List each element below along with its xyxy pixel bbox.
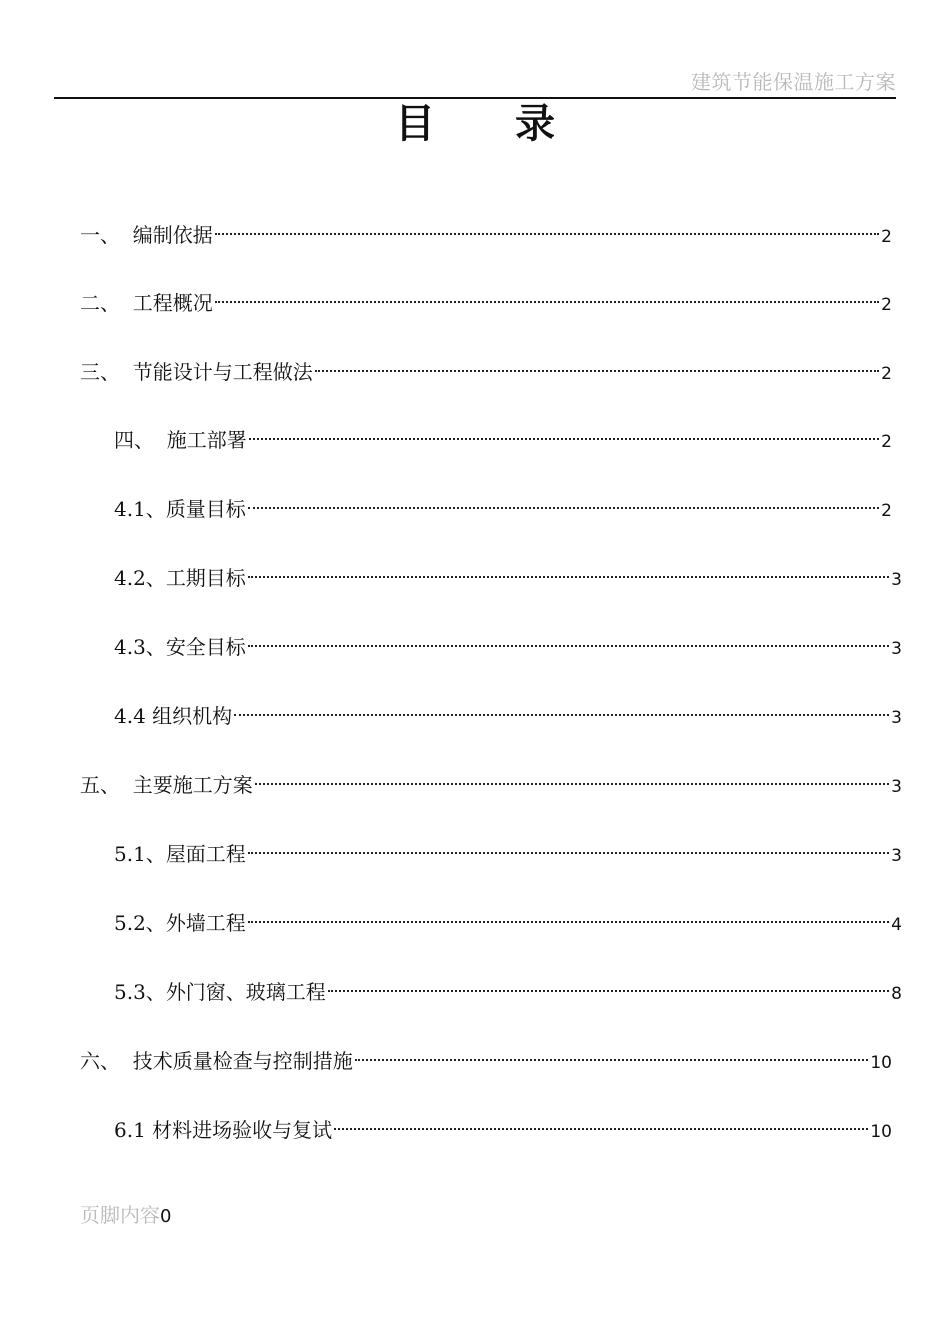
toc-entry[interactable] <box>80 357 892 387</box>
toc-leader <box>249 438 879 440</box>
toc-label: 主要施工方案 <box>132 773 253 797</box>
toc-page: 2 <box>881 364 892 384</box>
toc-leader <box>334 1128 868 1130</box>
toc-entry[interactable] <box>114 632 902 662</box>
toc-leader <box>215 233 879 235</box>
toc-entry[interactable] <box>114 494 892 524</box>
toc-number: 4.4 <box>114 704 153 728</box>
toc-entry[interactable] <box>114 977 902 1007</box>
toc-label: 工程概况 <box>132 291 213 315</box>
footer-page-number: 0 <box>160 1206 172 1227</box>
page-title <box>0 92 950 149</box>
toc-entry[interactable] <box>114 425 892 455</box>
toc-label: 节能设计与工程做法 <box>132 360 313 384</box>
toc-leader <box>248 507 879 509</box>
toc-number: 6.1 <box>114 1118 153 1142</box>
toc-label: 屋面工程 <box>165 842 246 866</box>
toc-page: 3 <box>891 846 902 866</box>
toc-number: 5.1、 <box>114 842 166 866</box>
toc-entry[interactable] <box>114 1115 892 1145</box>
toc-leader <box>248 645 889 647</box>
toc-page: 3 <box>891 708 902 728</box>
toc-page: 8 <box>891 984 902 1004</box>
toc-entry[interactable] <box>80 288 892 318</box>
toc-number: 六、 <box>80 1049 133 1073</box>
toc-number: 二、 <box>80 291 133 315</box>
toc-page: 2 <box>881 501 892 521</box>
toc-number: 一、 <box>80 223 133 247</box>
toc-label: 编制依据 <box>132 223 213 247</box>
toc-leader <box>315 370 879 372</box>
toc-leader <box>234 714 889 716</box>
toc-leader <box>328 990 889 992</box>
toc-label: 材料进场验收与复试 <box>152 1118 333 1142</box>
toc-entry[interactable] <box>114 563 902 593</box>
toc-label: 安全目标 <box>165 635 246 659</box>
toc-leader <box>255 783 889 785</box>
toc-number: 4.3、 <box>114 635 166 659</box>
toc-label: 施工部署 <box>166 428 247 452</box>
toc-number: 5.3、 <box>114 980 166 1004</box>
toc-label: 质量目标 <box>165 497 246 521</box>
toc-page: 2 <box>881 227 892 247</box>
toc-page: 10 <box>870 1053 892 1073</box>
toc-page: 2 <box>881 295 892 315</box>
toc-leader <box>248 576 889 578</box>
toc-leader <box>355 1059 869 1061</box>
toc-number: 三、 <box>80 360 133 384</box>
toc-page: 3 <box>891 639 902 659</box>
title-char-1: 目 <box>395 101 435 147</box>
toc-entry[interactable] <box>114 701 902 731</box>
toc-leader <box>248 921 889 923</box>
header-title: 建筑节能保温施工方案 <box>691 70 896 94</box>
toc-number: 4.1、 <box>114 497 166 521</box>
toc-entry[interactable] <box>114 839 902 869</box>
page-footer <box>80 1199 171 1228</box>
toc-number: 4.2、 <box>114 566 166 590</box>
toc-page: 3 <box>891 777 902 797</box>
toc-number: 四、 <box>114 428 167 452</box>
toc-label: 组织机构 <box>152 704 233 728</box>
toc-leader <box>248 852 889 854</box>
toc-label: 外墙工程 <box>165 911 246 935</box>
toc-page: 4 <box>891 915 902 935</box>
toc-label: 外门窗、玻璃工程 <box>165 980 326 1004</box>
toc-entry[interactable] <box>80 1046 892 1076</box>
toc-page: 3 <box>891 570 902 590</box>
toc-entry[interactable] <box>80 770 902 800</box>
toc-entry[interactable] <box>114 908 902 938</box>
footer-label: 页脚内容 <box>80 1203 160 1227</box>
toc-number: 五、 <box>80 773 133 797</box>
title-char-2: 录 <box>515 101 555 147</box>
toc-page: 10 <box>870 1122 892 1142</box>
toc-number: 5.2、 <box>114 911 166 935</box>
toc-label: 工期目标 <box>165 566 246 590</box>
toc-entry[interactable] <box>80 220 892 250</box>
toc-leader <box>215 301 879 303</box>
toc-label: 技术质量检查与控制措施 <box>132 1049 353 1073</box>
toc-page: 2 <box>881 432 892 452</box>
